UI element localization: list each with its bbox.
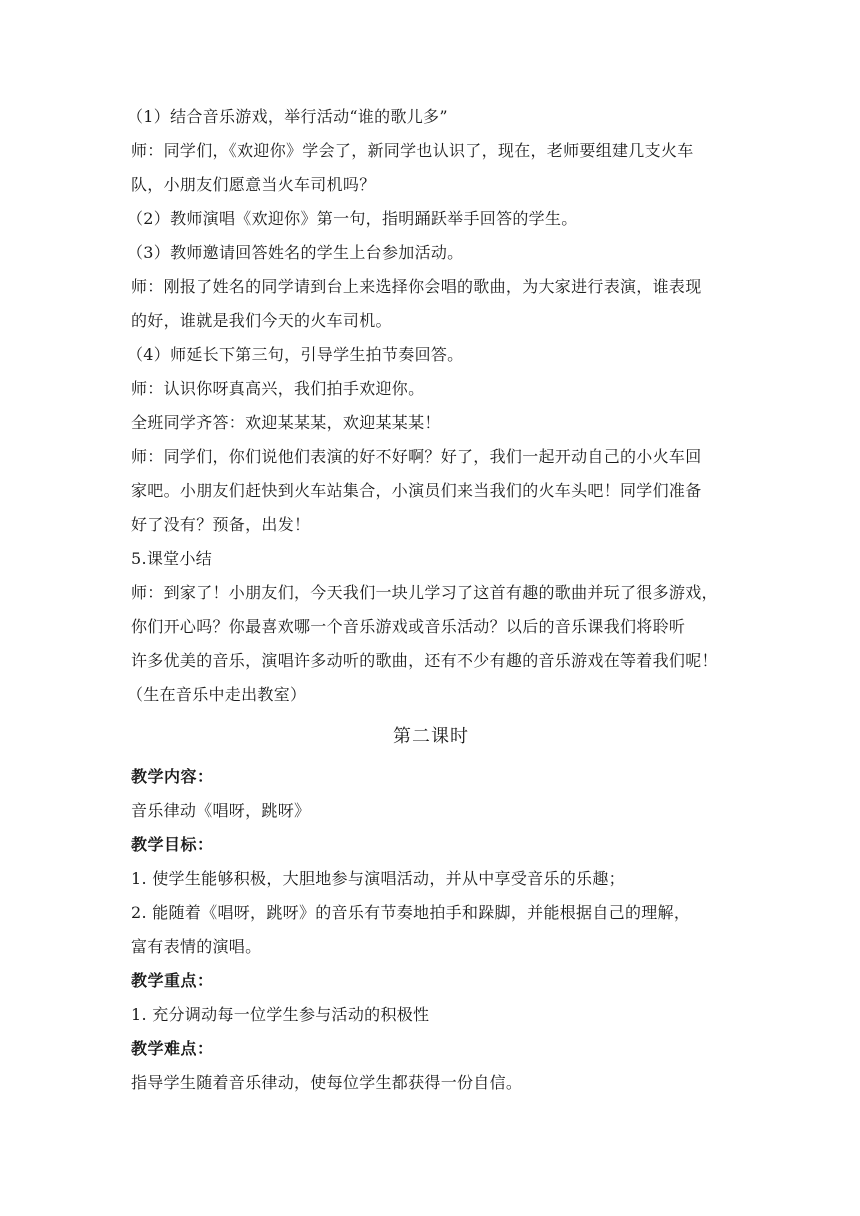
paragraph-line: 许多优美的音乐，演唱许多动听的歌曲，还有不少有趣的音乐游戏在等着我们呢！	[131, 651, 718, 670]
paragraph-line: 师：同学们，《欢迎你》学会了，新同学也认识了，现在，老师要组建几支火车	[131, 141, 694, 160]
paragraph-line: 师：认识你呀真高兴，我们拍手欢迎你。	[131, 379, 425, 398]
paragraph-line: 好了没有？预备，出发！	[131, 515, 311, 534]
paragraph-line: 家吧。小朋友们赶快到火车站集合，小演员们来当我们的火车头吧！同学们准备	[131, 481, 702, 500]
section-heading-summary: 5.课堂小结	[131, 549, 213, 568]
difficulty-heading: 教学难点：	[131, 1039, 214, 1058]
paragraph-line: （1）结合音乐游戏，举行活动“谁的歌儿多”	[127, 107, 448, 126]
key-point-item: 1. 充分调动每一位学生参与活动的积极性	[131, 1005, 430, 1024]
paragraph-line: 师：刚报了姓名的同学请到台上来选择你会唱的歌曲，为大家进行表演，谁表现	[131, 277, 702, 296]
paragraph-line: 的好，谁就是我们今天的火车司机。	[131, 311, 392, 330]
goal-item: 富有表情的演唱。	[131, 937, 262, 956]
content-heading: 教学内容：	[131, 767, 214, 786]
paragraph-line: 师：到家了！小朋友们，今天我们一块儿学习了这首有趣的歌曲并玩了很多游戏，	[131, 583, 718, 602]
key-points-heading: 教学重点：	[131, 971, 214, 990]
paragraph-line: （2）教师演唱《欢迎你》第一句，指明踊跃举手回答的学生。	[127, 209, 578, 228]
paragraph-line: 队，小朋友们愿意当火车司机吗？	[131, 175, 376, 194]
goal-item: 2. 能随着《唱呀，跳呀》的音乐有节奏地拍手和跺脚，并能根据自己的理解，	[131, 903, 691, 922]
paragraph-line: （3）教师邀请回答姓名的学生上台参加活动。	[127, 243, 464, 262]
paragraph-line: 全班同学齐答：欢迎某某某，欢迎某某某！	[131, 413, 441, 432]
paragraph-line: （4）师延长下第三句，引导学生拍节奏回答。	[127, 345, 464, 364]
document-page	[127, 100, 731, 1100]
paragraph-line: （生在音乐中走出教室）	[127, 685, 307, 704]
lesson2-title: 第二课时	[393, 726, 469, 747]
goal-item: 1. 使学生能够积极，大胆地参与演唱活动，并从中享受音乐的乐趣；	[131, 869, 625, 888]
difficulty-text: 指导学生随着音乐律动，使每位学生都获得一份自信。	[131, 1073, 523, 1092]
content-text: 音乐律动《唱呀，跳呀》	[131, 801, 311, 820]
lesson1-section	[127, 100, 731, 712]
paragraph-line: 你们开心吗？你最喜欢哪一个音乐游戏或音乐活动？以后的音乐课我们将聆听	[131, 617, 686, 636]
goals-heading: 教学目标：	[131, 835, 214, 854]
lesson2-section	[131, 760, 731, 1100]
paragraph-line: 师：同学们，你们说他们表演的好不好啊？好了，我们一起开动自己的小火车回	[131, 447, 702, 466]
